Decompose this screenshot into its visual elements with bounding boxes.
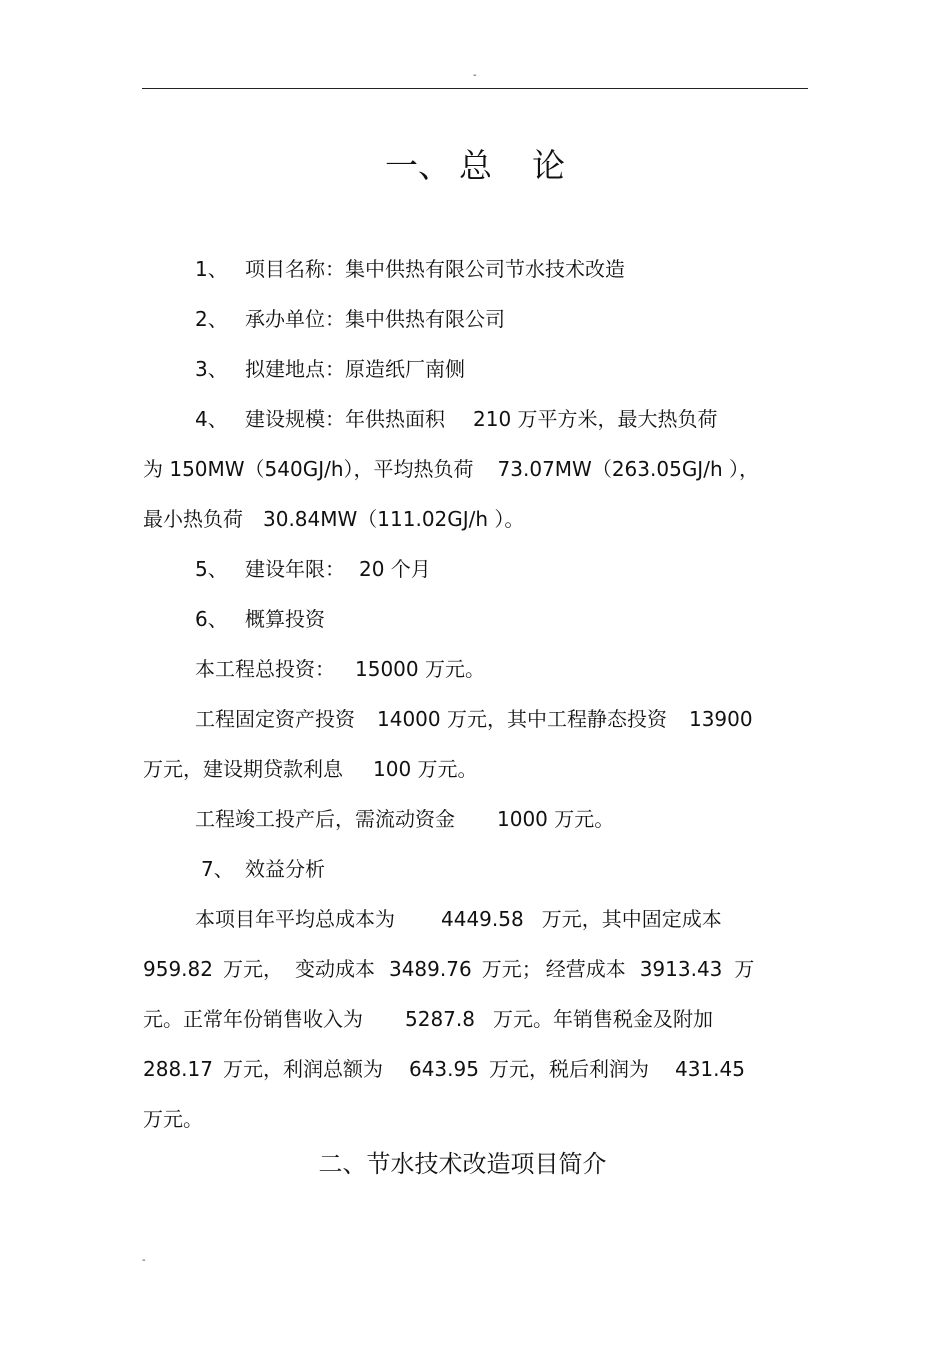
item-1 <box>143 244 808 294</box>
item-number: 1、 <box>195 257 228 281</box>
item-text: 概算投资 <box>245 607 325 631</box>
item-text: 拟建地点：原造纸厂南侧 <box>245 357 465 381</box>
item-number: 5、 <box>195 557 228 581</box>
item-text: 效益分析 <box>245 857 325 881</box>
item-text: 工程固定资产投资 <box>195 707 355 731</box>
item-text: 959.82 <box>143 957 213 981</box>
title-part-1: 一、 <box>385 146 451 185</box>
item-6 <box>143 594 808 644</box>
item-text: 1000 万元。 <box>497 807 615 831</box>
item-number: 2、 <box>195 307 228 331</box>
item-text: 万元。年销售税金及附加 <box>492 1007 713 1031</box>
item-2 <box>143 294 808 344</box>
item-number: 4、 <box>195 407 228 431</box>
item-text: 万元，其中固定成本 <box>541 907 722 931</box>
section-2-title: 二、节水技术改造项目简介 <box>318 1150 607 1178</box>
item-text: 14000 万元，其中工程静态投资 <box>377 707 667 731</box>
item-number: 7、 <box>201 857 234 881</box>
item-text: 万元。 <box>143 1107 203 1131</box>
item-text: 288.17 <box>143 1057 213 1081</box>
item-text: 建设年限： <box>245 557 345 581</box>
item-4-cont <box>143 494 808 544</box>
item-text: 643.95 <box>408 1057 479 1081</box>
item-text: 210 万平方米，最大热负荷 <box>473 407 718 431</box>
investment-total <box>143 644 808 694</box>
title-part-3: 论 <box>532 146 565 185</box>
item-text: 万元，税后利润为 <box>488 1057 649 1081</box>
item-text: 项目名称：集中供热有限公司节水技术改造 <box>245 257 625 281</box>
item-text: 431.45 <box>674 1057 745 1081</box>
item-text: 建设规模：年供热面积 <box>245 407 445 431</box>
investment-fixed <box>143 694 808 744</box>
item-text: 为 150MW（540GJ/h），平均热负荷 <box>143 457 474 481</box>
item-text: 3913.43 <box>639 957 723 981</box>
footer-mark: - <box>142 1255 146 1266</box>
item-text: 万元； <box>481 957 542 981</box>
benefit-line-5 <box>143 1094 808 1144</box>
item-text: 万元，建设期贷款利息 <box>143 757 343 781</box>
benefit-line-4 <box>143 1044 808 1094</box>
item-text: 万元， <box>222 957 283 981</box>
item-number: 3、 <box>195 357 228 381</box>
item-7 <box>143 844 808 894</box>
item-text: 30.84MW（111.02GJ/h ）。 <box>263 507 525 531</box>
header-rule <box>142 88 808 89</box>
item-text: 本工程总投资： <box>195 657 335 681</box>
item-4 <box>143 394 808 444</box>
item-text: 73.07MW（263.05GJ/h ）， <box>497 457 759 481</box>
investment-fixed-cont <box>143 744 808 794</box>
item-text: 万元，利润总额为 <box>222 1057 383 1081</box>
item-text: 本项目年平均总成本为 <box>195 907 395 931</box>
item-text: 万 <box>734 957 755 981</box>
item-text: 3489.76 <box>388 957 472 981</box>
investment-working <box>143 794 808 844</box>
item-text: 最小热负荷 <box>143 507 243 531</box>
item-4-cont <box>143 444 808 494</box>
item-text: 变动成本 <box>294 957 375 981</box>
item-text: 经营成本 <box>545 957 626 981</box>
section-1-title <box>0 143 950 189</box>
item-text: 元。正常年份销售收入为 <box>143 1007 363 1031</box>
item-text: 承办单位：集中供热有限公司 <box>245 307 505 331</box>
benefit-line-3 <box>143 994 808 1044</box>
item-text: 5287.8 <box>405 1007 475 1031</box>
item-text: 工程竣工投产后，需流动资金 <box>195 807 455 831</box>
item-text: 15000 万元。 <box>355 657 485 681</box>
benefit-line-1 <box>143 894 808 944</box>
item-3 <box>143 344 808 394</box>
item-text: 100 万元。 <box>373 757 478 781</box>
item-text: 20 个月 <box>359 557 431 581</box>
benefit-line-2 <box>143 944 808 994</box>
item-text: 4449.58 <box>441 907 524 931</box>
item-number: 6、 <box>195 607 228 631</box>
item-5 <box>143 544 808 594</box>
header-mark: - <box>473 70 477 81</box>
title-part-2: 总 <box>459 146 492 185</box>
item-text: 13900 <box>688 707 753 731</box>
document-body <box>143 244 808 1144</box>
